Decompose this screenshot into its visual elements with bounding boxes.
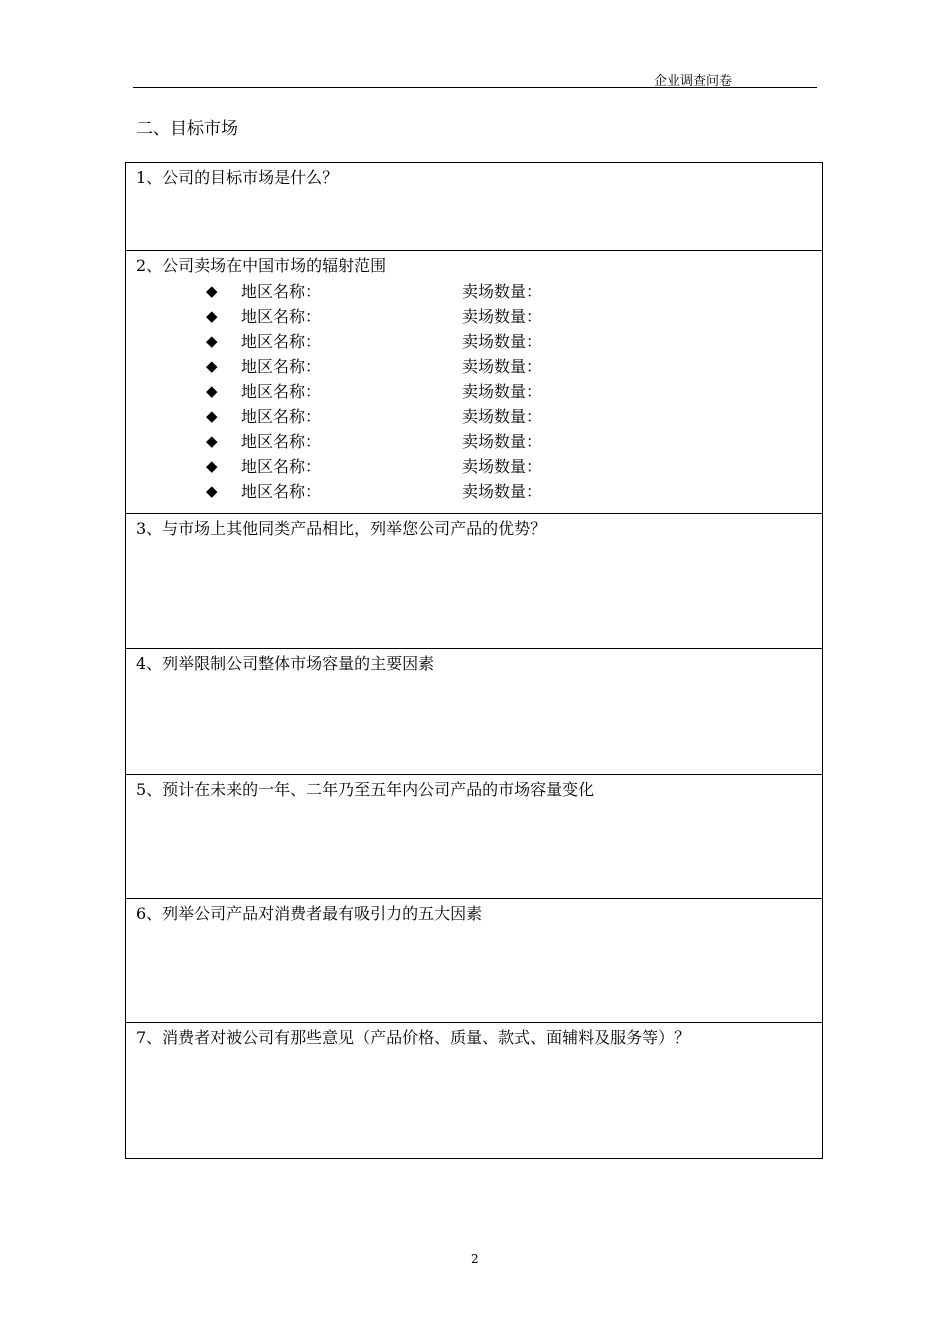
diamond-bullet-icon: ◆: [206, 332, 218, 350]
region-row: [136, 429, 822, 454]
region-row: [136, 354, 822, 379]
question-text: 1、公司的目标市场是什么？: [136, 168, 339, 187]
region-name-label: 地区名称：: [241, 457, 322, 476]
diamond-bullet-icon: ◆: [206, 357, 218, 375]
region-name-label: 地区名称：: [241, 307, 322, 326]
question-row-7: [126, 1022, 822, 1158]
question-text: 4、列举限制公司整体市场容量的主要因素: [136, 654, 435, 673]
header-divider: [133, 87, 817, 88]
question-text: 3、与市场上其他同类产品相比，列举您公司产品的优势？: [136, 519, 547, 538]
question-row-4: [126, 648, 822, 774]
store-count-label: 卖场数量：: [462, 457, 543, 476]
diamond-bullet-icon: ◆: [206, 432, 218, 450]
store-count-label: 卖场数量：: [462, 332, 543, 351]
region-name-label: 地区名称：: [241, 382, 322, 401]
store-count-label: 卖场数量：: [462, 282, 543, 301]
store-count-label: 卖场数量：: [462, 357, 543, 376]
region-name-label: 地区名称：: [241, 482, 322, 501]
question-row-2: [126, 250, 822, 513]
region-row: [136, 379, 822, 404]
store-count-label: 卖场数量：: [462, 432, 543, 451]
questionnaire-table: [125, 162, 823, 1159]
diamond-bullet-icon: ◆: [206, 457, 218, 475]
region-row: [136, 304, 822, 329]
region-name-label: 地区名称：: [241, 332, 322, 351]
diamond-bullet-icon: ◆: [206, 307, 218, 325]
store-count-label: 卖场数量：: [462, 307, 543, 326]
region-list: [136, 279, 822, 504]
region-name-label: 地区名称：: [241, 407, 322, 426]
store-count-label: 卖场数量：: [462, 407, 543, 426]
region-row: [136, 479, 822, 504]
diamond-bullet-icon: ◆: [206, 282, 218, 300]
question-row-3: [126, 513, 822, 648]
diamond-bullet-icon: ◆: [206, 382, 218, 400]
question-text: 6、列举公司产品对消费者最有吸引力的五大因素: [136, 904, 483, 923]
region-row: [136, 404, 822, 429]
question-row-6: [126, 898, 822, 1022]
region-row: [136, 279, 822, 304]
section-title: 二、目标市场: [136, 119, 238, 139]
question-row-1: [126, 163, 822, 250]
region-row: [136, 454, 822, 479]
store-count-label: 卖场数量：: [462, 482, 543, 501]
diamond-bullet-icon: ◆: [206, 407, 218, 425]
region-name-label: 地区名称：: [241, 357, 322, 376]
question-text: 2、公司卖场在中国市场的辐射范围: [136, 256, 387, 275]
question-text: 5、预计在未来的一年、二年乃至五年内公司产品的市场容量变化: [136, 780, 595, 799]
page-number: 2: [471, 1252, 479, 1266]
region-name-label: 地区名称：: [241, 282, 322, 301]
region-name-label: 地区名称：: [241, 432, 322, 451]
store-count-label: 卖场数量：: [462, 382, 543, 401]
region-row: [136, 329, 822, 354]
question-text: 7、消费者对被公司有那些意见（产品价格、质量、款式、面辅料及服务等）？: [136, 1028, 691, 1047]
diamond-bullet-icon: ◆: [206, 482, 218, 500]
question-row-5: [126, 774, 822, 898]
header-title: 企业调查问卷: [654, 74, 733, 89]
